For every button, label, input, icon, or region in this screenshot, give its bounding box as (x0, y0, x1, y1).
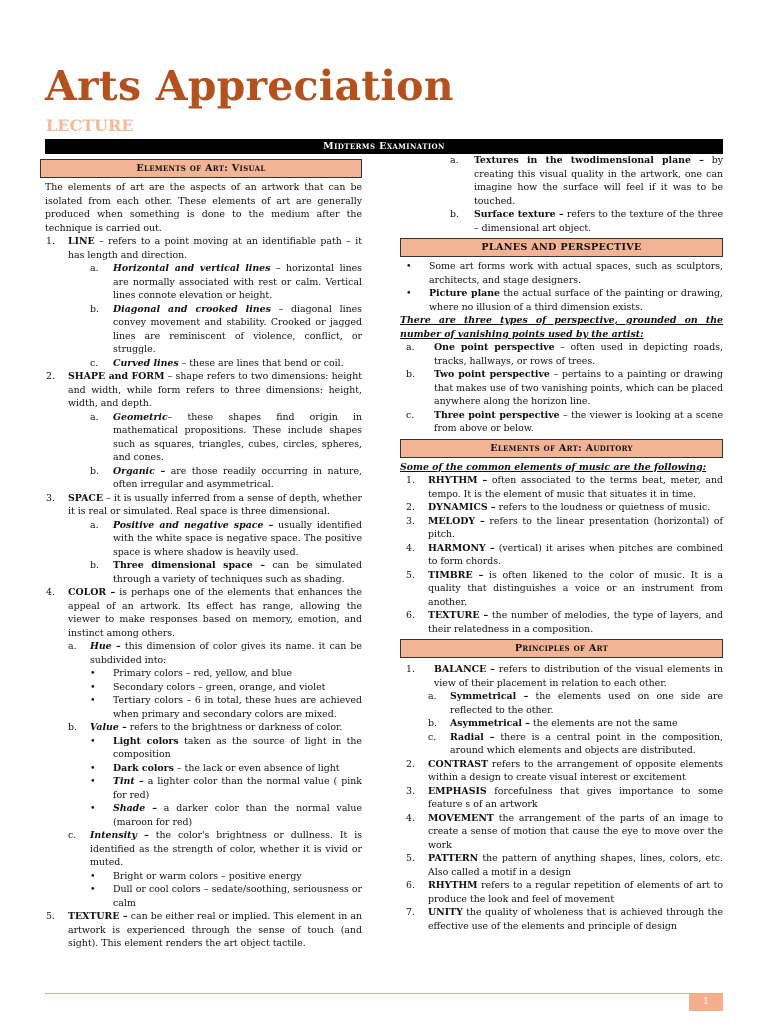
list-item (400, 852, 723, 879)
list-marker: b. (90, 465, 99, 477)
term: Value – (90, 722, 127, 733)
bullet-item (40, 870, 362, 884)
list-item-shape (40, 370, 362, 411)
desc: the quality of wholeness that is achieved through the effective use of the elements and principle of design (428, 907, 723, 932)
term: Hue – (90, 641, 121, 652)
term: TEXTURE – (68, 911, 128, 922)
sub-item (400, 731, 723, 758)
term: Diagonal and crooked lines (113, 303, 271, 315)
bullet-icon: • (90, 884, 96, 895)
document-title: Arts Appreciation (45, 62, 454, 110)
term: DYNAMICS – (428, 502, 496, 513)
term: Horizontal and vertical lines (113, 263, 271, 274)
list-item (400, 501, 723, 515)
desc-line: – refers to a point moving at an identifiable path – it has length and direction. (68, 236, 362, 261)
list-item-texture (40, 910, 362, 951)
list-marker: a. (428, 691, 437, 702)
bullet-icon: • (90, 803, 96, 814)
list-marker: c. (428, 731, 437, 743)
bullet-text: Tertiary colors – 6 in total, these hues are achieved when primary and secondary colors are mixed. (113, 695, 362, 720)
desc: usually identified with the white space is negative space. The positive space is where shadow is heavily used. (113, 519, 362, 558)
list-item-space (40, 492, 362, 519)
bullet-icon: • (406, 261, 412, 272)
bullet-icon: • (90, 695, 96, 706)
section-header-auditory: Elements of Art: Auditory (400, 439, 723, 458)
list-marker: c. (68, 830, 77, 841)
list-marker: 4. (406, 542, 415, 554)
bullet-text: Some art forms work with actual spaces, such as sculptors, architects, and stage designers. (429, 261, 723, 286)
sub-item (40, 411, 362, 465)
list-marker: 2. (406, 758, 415, 770)
desc: – pertains to a painting or drawing that makes use of two vanishing points, which can be placed anywhere along the horizon line. (434, 369, 723, 407)
list-marker: 3. (406, 785, 415, 797)
desc: – the lack or even absence of light (173, 762, 340, 774)
term: COLOR – (68, 587, 116, 598)
term: One point perspective (434, 342, 555, 353)
desc: the number of melodies, the type of layers, and their relatedness in a composition. (428, 610, 723, 635)
desc: – it is usually inferred from a sense of depth, whether it is real or simulated. Real space is three dimensional. (68, 492, 362, 517)
right-column (400, 154, 723, 933)
term: Asymmetrical – (450, 718, 530, 729)
desc: by creating this visual quality in the artwork, one can imagine how the surface will feel if it was to be touched. (474, 155, 723, 207)
list-item-line (40, 235, 362, 262)
list-marker: 4. (46, 587, 55, 598)
desc: can be simulated through a variety of techniques such as shading. (113, 560, 362, 585)
list-marker: b. (90, 303, 99, 315)
sub-item-value (40, 721, 362, 735)
desc: taken as the source of light in the composition (113, 735, 362, 760)
term: TIMBRE – (428, 569, 484, 581)
term: Shade – (113, 803, 157, 814)
list-marker: 5. (46, 911, 55, 922)
term: RHYTHM (428, 880, 478, 891)
bullet-icon: • (90, 776, 96, 787)
term: Intensity – (90, 830, 149, 841)
list-item (400, 906, 723, 933)
term: PATTERN (428, 853, 479, 864)
bullet-icon: • (90, 668, 96, 679)
list-marker: 3. (46, 492, 55, 504)
list-marker: 7. (406, 907, 415, 918)
term: HARMONY – (428, 542, 495, 554)
term-line: LINE (68, 236, 95, 247)
section-header-principles: Principles of Art (400, 639, 723, 658)
bullet-text: Dull or cool colors – sedate/soothing, seriousness or calm (113, 884, 362, 909)
term: Surface texture – (474, 209, 564, 220)
bullet-item (40, 735, 362, 762)
term: Three point perspective (434, 409, 560, 421)
list-marker: a. (90, 411, 99, 423)
term: MOVEMENT (428, 812, 494, 824)
desc: refers to the loudness or quietness of music. (495, 502, 711, 513)
desc: is often likened to the color of music. It is a quality that distinguishes a voice or an instrument from another. (428, 569, 723, 608)
list-marker: a. (450, 155, 459, 166)
desc: the arrangement of the parts of an image to create a sense of motion that cause the eye to move over the work (428, 812, 723, 851)
term: Dark colors (113, 762, 174, 774)
bullet-text: Primary colors – red, yellow, and blue (113, 668, 293, 679)
desc: forcefulness that gives importance to some feature s of an artwork (428, 785, 723, 810)
list-item (400, 812, 723, 853)
desc: this dimension of color gives its name. it can be subdivided into: (90, 641, 362, 666)
auditory-intro: Some of the common elements of music are the following: (400, 461, 707, 473)
sub-item (40, 262, 362, 303)
perspective-intro: There are three types of perspective, grounded on the number of vanishing points used by the artist: (400, 315, 723, 340)
list-marker: 6. (406, 880, 415, 891)
list-item (400, 609, 723, 636)
bullet-text: Secondary colors – green, orange, and violet (113, 681, 326, 693)
term: Tint – (113, 776, 144, 787)
bullet-icon: • (90, 735, 96, 747)
list-marker: b. (450, 209, 459, 220)
desc: – these are lines that bend or coil. (178, 357, 344, 369)
term: EMPHASIS (428, 785, 487, 797)
desc: the color's brightness or dullness. It is identified as the strength of color, whether it is vivid or muted. (90, 830, 362, 868)
desc: – shape refers to two dimensions: height and width, while form refers to three dimensions: height, width, and depth. (68, 371, 362, 409)
desc: the elements used on one side are reflected to the other. (450, 691, 724, 716)
bullet-item (40, 681, 362, 695)
desc: is perhaps one of the elements that enhances the appeal of an artwork. Its effect has range, allowing the viewer to make responses based on memory, emotion, and instinct among others. (68, 587, 362, 639)
footer-divider (45, 993, 723, 994)
term: TEXTURE – (428, 610, 489, 621)
list-marker: 1. (406, 664, 415, 675)
list-item-balance (400, 663, 723, 690)
sub-item (400, 154, 723, 208)
sub-item (40, 303, 362, 357)
bullet-item (400, 287, 723, 314)
sub-item (400, 717, 723, 731)
term: CONTRAST (428, 758, 488, 770)
list-item (400, 515, 723, 542)
desc: refers to a regular repetition of elements of art to produce the look and feel of movement (428, 880, 723, 905)
sub-item (400, 409, 723, 436)
desc: refers to the brightness or darkness of color. (126, 722, 343, 733)
list-marker: 6. (406, 610, 415, 621)
intro-paragraph: The elements of art are the aspects of an artwork that can be isolated from each other. These elements of art are generally produced when something is done to the medium after the technique is carried out. (45, 182, 362, 234)
desc: – these shapes find origin in mathematical propositions. These include shapes such as squares, triangles, cubes, circles, spheres, and cones. (113, 411, 362, 463)
list-marker: a. (406, 342, 415, 353)
term: Two point perspective (434, 369, 550, 380)
section-header-planes: PLANES AND PERSPECTIVE (400, 238, 723, 257)
bullet-item (40, 883, 362, 910)
desc: refers to the arrangement of opposite elements within a design to create visual interest or excitement (428, 758, 723, 783)
list-marker: 5. (406, 853, 415, 864)
desc: are those readily occurring in nature, often irregular and asymmetrical. (113, 465, 362, 490)
desc: can be either real or implied. This element in an artwork is experienced through the sense of touch (and sight). This element renders the art object tactile. (68, 911, 362, 949)
term: Positive and negative space – (113, 519, 274, 531)
term: BALANCE – (434, 664, 495, 675)
term: MELODY – (428, 515, 485, 527)
sub-item (40, 357, 362, 371)
list-marker: a. (90, 519, 99, 531)
term: Symmetrical – (450, 691, 529, 702)
desc: often associated to the terms beat, meter, and tempo. It is the element of music that situates it in time. (428, 475, 723, 500)
term: SHAPE and FORM (68, 371, 165, 382)
list-marker: 2. (46, 371, 55, 382)
desc: refers to the linear presentation (horizontal) of pitch. (428, 515, 723, 540)
term: Curved lines (113, 357, 179, 369)
desc: the actual surface of the painting or drawing, where no illusion of a third dimension exists. (429, 288, 723, 313)
desc: – diagonal lines convey movement and stability. Crooked or jagged lines are reminiscent of violence, conflict, or struggle. (113, 303, 362, 355)
sub-item-hue (40, 640, 362, 667)
list-item (400, 758, 723, 785)
list-marker: a. (68, 641, 77, 652)
term: Organic – (113, 465, 166, 477)
section-header-visual: Elements of Art: Visual (40, 159, 362, 178)
list-item (400, 474, 723, 501)
term: RHYTHM – (428, 475, 488, 486)
term: Textures in the twodimensional plane – (474, 155, 704, 166)
desc: – often used in depicting roads, tracks, hallways, or rows of trees. (434, 342, 723, 367)
sub-item (40, 559, 362, 586)
sub-item (400, 208, 723, 235)
desc: the pattern of anything shapes, lines, colors, etc. Also called a motif in a design (428, 853, 723, 878)
bullet-item (40, 802, 362, 829)
term: Radial – (450, 731, 495, 743)
bullet-icon: • (90, 870, 96, 882)
list-marker: 2. (406, 502, 415, 513)
list-marker: 5. (406, 569, 415, 581)
exam-banner: Midterms Examination (45, 139, 723, 154)
sub-item (40, 465, 362, 492)
desc: refers to distribution of the visual elements in view of their placement in relation to each other. (434, 664, 723, 689)
list-marker: a. (90, 263, 99, 274)
bullet-item (40, 775, 362, 802)
document-subtitle: LECTURE (46, 116, 134, 135)
desc: refers to the texture of the three – dimensional art object. (474, 209, 723, 234)
bullet-item (40, 667, 362, 681)
desc: a lighter color than the normal value ( pink for red) (113, 776, 362, 801)
list-marker: b. (406, 369, 415, 380)
desc: – horizontal lines are normally associated with rest or calm. Vertical lines connote elevation or height. (113, 263, 362, 301)
term: Geometric (113, 411, 168, 423)
bullet-item (40, 694, 362, 721)
page-number: 1 (689, 994, 723, 1011)
list-item (400, 785, 723, 812)
desc: (vertical) it arises when pitches are combined to form chords. (428, 542, 723, 567)
term: SPACE (68, 492, 104, 504)
list-marker: 1. (46, 236, 55, 247)
desc: – the viewer is looking at a scene from above or below. (434, 409, 723, 434)
list-marker: b. (68, 722, 77, 733)
list-item (400, 569, 723, 610)
sub-item (400, 690, 723, 717)
bullet-icon: • (406, 288, 412, 299)
list-item-color (40, 586, 362, 640)
list-marker: b. (428, 718, 437, 729)
desc: there is a central point in the composition, around which elements and objects are distributed. (450, 731, 723, 756)
list-marker: 1. (406, 475, 415, 486)
bullet-text: Bright or warm colors – positive energy (113, 870, 302, 882)
desc: a darker color than the normal value (maroon for red) (113, 803, 362, 828)
list-marker: 4. (406, 812, 415, 824)
left-column (40, 159, 362, 951)
list-item (400, 542, 723, 569)
sub-item-intensity (40, 829, 362, 870)
bullet-item (40, 762, 362, 776)
desc: the elements are not the same (529, 718, 678, 729)
list-marker: c. (406, 409, 415, 421)
term: Light colors (113, 735, 179, 747)
sub-item (40, 519, 362, 560)
sub-item (400, 368, 723, 409)
term: Three dimensional space – (113, 560, 266, 571)
list-marker: c. (90, 357, 99, 369)
term: UNITY (428, 907, 463, 918)
list-marker: b. (90, 560, 99, 571)
term: Picture plane (429, 288, 501, 299)
sub-item (400, 341, 723, 368)
list-marker: 3. (406, 515, 415, 527)
list-item (400, 879, 723, 906)
bullet-icon: • (90, 762, 96, 774)
bullet-item (400, 260, 723, 287)
bullet-icon: • (90, 681, 96, 693)
